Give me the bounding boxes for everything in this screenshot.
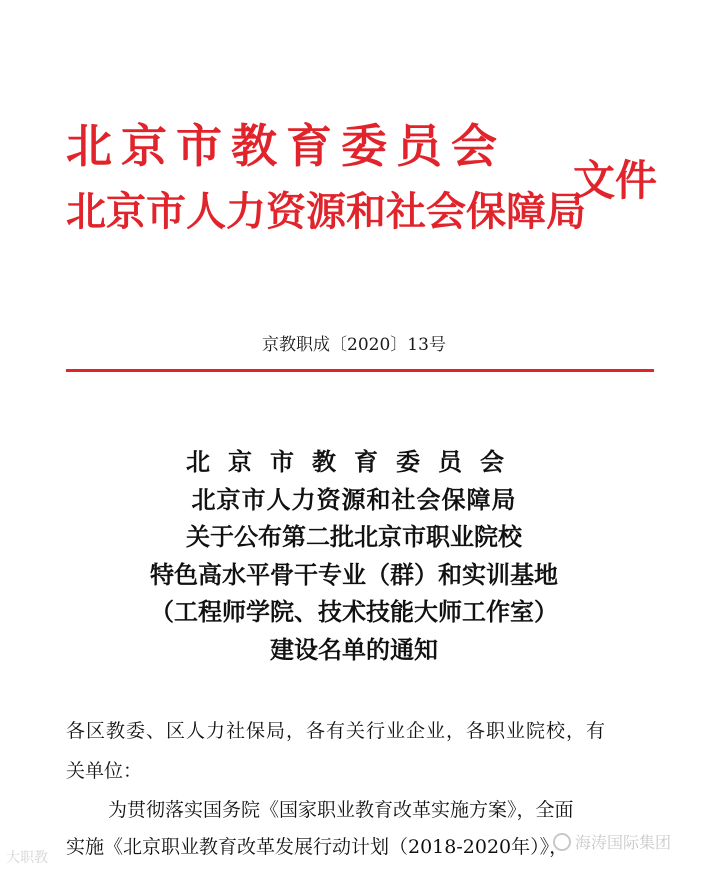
title-line-4: 特色高水平骨干专业（群）和实训基地 [150, 560, 558, 589]
title-line-5: （工程师学院、技术技能大师工作室） [150, 597, 558, 626]
body-paragraph-line-2: 实施《北京职业教育改革发展行动计划（2018-2020年）》， [66, 836, 569, 858]
watermark-right [553, 830, 671, 853]
title-line-3: 关于公布第二批北京市职业院校 [186, 522, 522, 551]
header-issuer-2: 北京市人力资源和社会保障局 [66, 188, 586, 235]
red-divider [66, 369, 654, 372]
addressee-line-1: 各区教委、区人力社保局，各有关行业企业，各职业院校，有 [66, 720, 607, 742]
header-suffix: 文件 [573, 156, 658, 205]
title-line-1: 北京市教育委员会 [186, 447, 522, 476]
addressee-line-2: 关单位： [66, 760, 143, 782]
title-line-6: 建设名单的通知 [270, 635, 438, 664]
watermark-left-text: 大职教 [6, 850, 48, 866]
header-issuer-1: 北京市教育委员会 [66, 119, 506, 173]
body-paragraph-line-1: 为贯彻落实国务院《国家职业教育改革实施方案》，全面 [108, 799, 574, 821]
document-number: 京教职成〔2020〕13号 [262, 335, 446, 355]
title-line-2: 北京市人力资源和社会保障局 [191, 485, 517, 514]
wechat-icon [553, 833, 571, 851]
watermark-right-text: 海涛国际集团 [575, 833, 672, 852]
watermark-left [6, 847, 48, 867]
